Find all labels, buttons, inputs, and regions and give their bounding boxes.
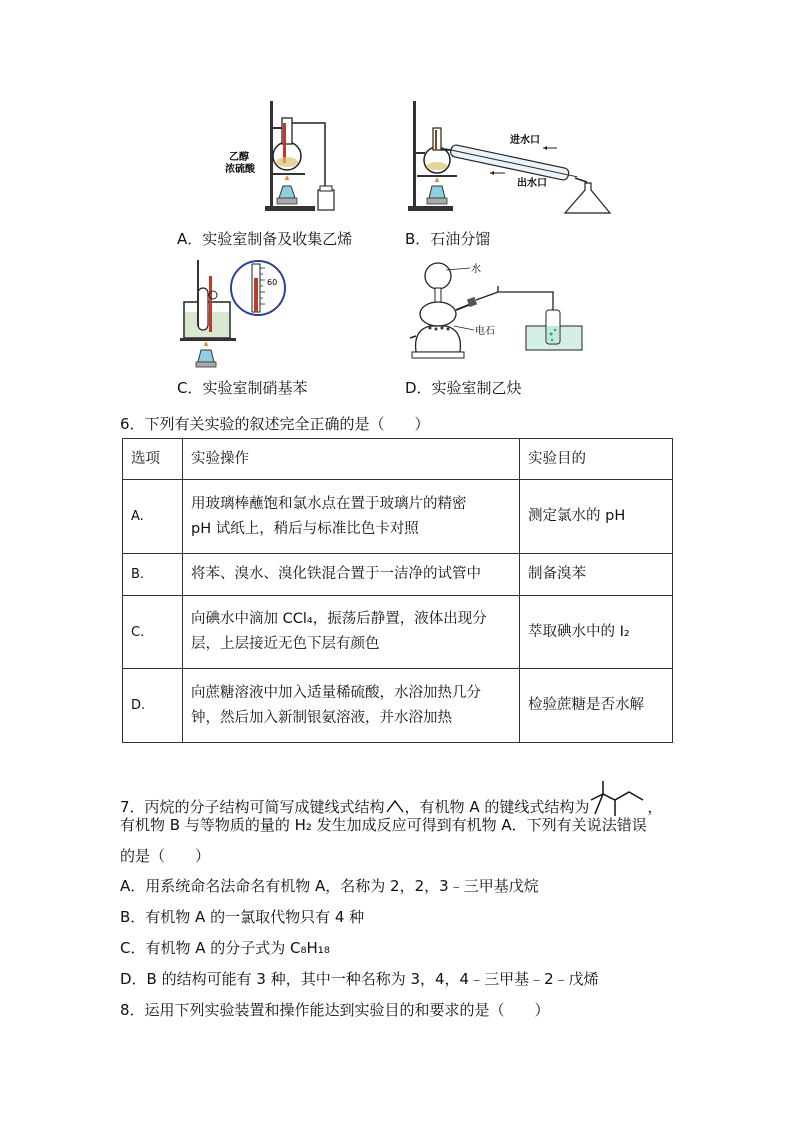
label-ethanol: 乙醇 <box>229 152 249 163</box>
header-option: 选项 <box>123 439 183 480</box>
row-purpose: 萃取碘水中的 I₂ <box>520 596 673 669</box>
q7-line2: 有机物 B 与等物质的量的 H₂ 发生加成反应可得到有机物 A．下列有关说法错误 <box>120 816 647 834</box>
figure-b-distillation-apparatus <box>405 98 615 216</box>
propane-skeletal-icon <box>385 798 405 814</box>
q7-option-c: C．有机物 A 的分子式为 C₈H₁₈ <box>120 939 330 957</box>
row-operation-line: pH 试纸上，稍后与标准比色卡对照 <box>191 520 419 537</box>
row-option: D. <box>123 669 183 743</box>
caption-d: D．实验室制乙炔 <box>405 379 522 397</box>
row-purpose: 检验蔗糖是否水解 <box>520 669 673 743</box>
table-header-row <box>123 439 673 480</box>
label-water-outlet: 出水口 <box>517 178 547 189</box>
table-row <box>123 596 673 669</box>
q7-option-a: A．用系统命名法命名有机物 A，名称为 2，2，3﹣三甲基戊烷 <box>120 877 539 895</box>
label-carbide: 电石 <box>475 326 495 337</box>
q6-stem: 6．下列有关实验的叙述完全正确的是（ ） <box>120 415 430 433</box>
q6-table <box>122 438 673 743</box>
row-option: C. <box>123 596 183 669</box>
row-operation-line: 层，上层接近无色下层有颜色 <box>191 636 380 652</box>
row-operation <box>183 669 520 743</box>
row-operation <box>183 596 520 669</box>
row-operation <box>183 480 520 554</box>
row-operation-line: 用玻璃棒蘸饱和氯水点在置于玻璃片的精密 <box>191 495 467 512</box>
table-row <box>123 480 673 554</box>
label-water: 水 <box>471 264 481 275</box>
q7-line1-part2: ，有机物 A 的键线式结构为 <box>404 798 590 816</box>
q7-line3: 的是（ ） <box>120 847 211 865</box>
row-purpose: 制备溴苯 <box>520 554 673 596</box>
label-water-inlet: 进水口 <box>510 135 540 146</box>
label-thermo-60: 60 <box>267 278 278 287</box>
row-option: B. <box>123 554 183 596</box>
table-row <box>123 669 673 743</box>
row-operation-line: 向碘水中滴加 CCl₄，振荡后静置，液体出现分 <box>191 611 487 627</box>
q7-option-d: D．B 的结构可能有 3 种，其中一种名称为 3，4，4﹣三甲基﹣2﹣戊烯 <box>120 970 599 988</box>
q7-line1-part3: ， <box>647 798 663 816</box>
caption-a: A．实验室制备及收集乙烯 <box>177 230 353 248</box>
label-sulfuric-acid: 浓硫酸 <box>225 164 255 175</box>
row-operation-line: 钟，然后加入新制银氨溶液，并水浴加热 <box>191 709 452 726</box>
figure-a-ethylene-apparatus <box>225 98 345 216</box>
row-option: A. <box>123 480 183 554</box>
row-operation-line: 向蔗糖溶液中加入适量稀硫酸，水浴加热几分 <box>191 684 481 701</box>
table-row <box>123 554 673 596</box>
q8-stem: 8．运用下列实验装置和操作能达到实验目的和要求的是（ ） <box>120 1001 550 1019</box>
header-operation: 实验操作 <box>183 439 520 480</box>
q7-line1-part1: 7．丙烷的分子结构可简写成键线式结构 <box>120 798 385 816</box>
caption-b: B．石油分馏 <box>405 230 491 248</box>
q7-option-b: B．有机物 A 的一氯取代物只有 4 种 <box>120 908 365 926</box>
figure-d-acetylene-apparatus <box>408 260 584 368</box>
figure-c-nitrobenzene-apparatus <box>178 258 290 370</box>
header-purpose: 实验目的 <box>520 439 673 480</box>
row-purpose: 测定氯水的 pH <box>520 480 673 554</box>
caption-c: C．实验室制硝基苯 <box>177 379 308 397</box>
row-operation: 将苯、溴水、溴化铁混合置于一洁净的试管中 <box>183 554 520 596</box>
